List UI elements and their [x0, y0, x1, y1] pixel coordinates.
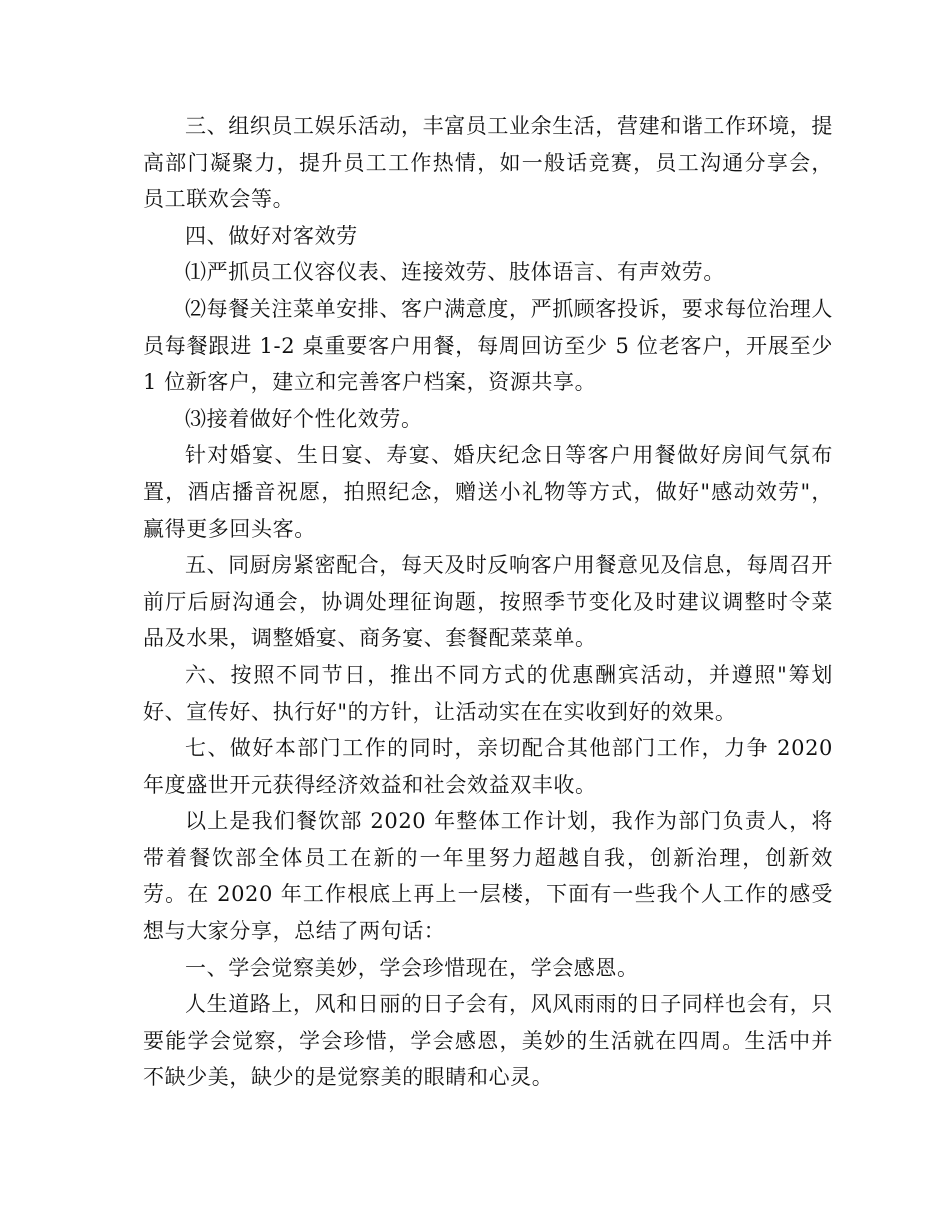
paragraph-heading-4: 四、做好对客效劳 — [185, 223, 358, 248]
document-body — [143, 108, 833, 1096]
paragraph-item-3: 三、组织员工娱乐活动，丰富员工业余生活，营建和谐工作环境，提高部门凝聚力，提升员工工作热情，如一般话竞赛，员工沟通分享会，员工联欢会等。 — [143, 114, 833, 212]
paragraph-sub-3: ⑶接着做好个性化效劳。 — [185, 406, 423, 431]
paragraph-personalized-service: 针对婚宴、生日宴、寿宴、婚庆纪念日等客户用餐做好房间气氛布置，酒店播音祝愿，拍照纪念，赠送小礼物等方式，做好"感动效劳"，赢得更多回头客。 — [143, 443, 833, 541]
paragraph-item-5: 五、同厨房紧密配合，每天及时反响客户用餐意见及信息，每周召开前厅后厨沟通会，协调处理征询题，按照季节变化及时建议调整时令菜品及水果，调整婚宴、商务宴、套餐配菜菜单。 — [143, 553, 833, 651]
paragraph-sub-2: ⑵每餐关注菜单安排、客户满意度，严抓顾客投诉，要求每位治理人员每餐跟进 1-2 桌重要客户用餐，每周回访至少 5 位老客户，开展至少 1 位新客户，建立和完善客户档案，资源共享。 — [143, 296, 833, 395]
paragraph-item-6: 六、按照不同节日，推出不同方式的优惠酬宾活动，并遵照"筹划好、宣传好、执行好"的方针，让活动实在在实收到好的效果。 — [143, 662, 833, 724]
paragraph-item-7: 七、做好本部门工作的同时，亲切配合其他部门工作，力争 2020 年度盛世开元获得经济效益和社会效益双丰收。 — [143, 736, 833, 797]
paragraph-reflection-1: 一、学会觉察美妙，学会珍惜现在，学会感恩。 — [185, 955, 639, 980]
paragraph-sub-1: ⑴严抓员工仪容仪表、连接效劳、肢体语言、有声效劳。 — [185, 260, 725, 285]
paragraph-summary: 以上是我们餐饮部 2020 年整体工作计划，我作为部门负责人，将带着餐饮部全体员工在新的一年里努力超越自我，创新治理，创新效劳。在 2020 年工作根底上再上一层楼，下面有一些我个人工作的感受想与大家分享，总结了两句话： — [143, 809, 833, 944]
paragraph-life: 人生道路上，风和日丽的日子会有，风风雨雨的日子同样也会有，只要能学会觉察，学会珍惜，学会感恩，美妙的生活就在四周。生活中并不缺少美，缺少的是觉察美的眼睛和心灵。 — [143, 992, 833, 1090]
